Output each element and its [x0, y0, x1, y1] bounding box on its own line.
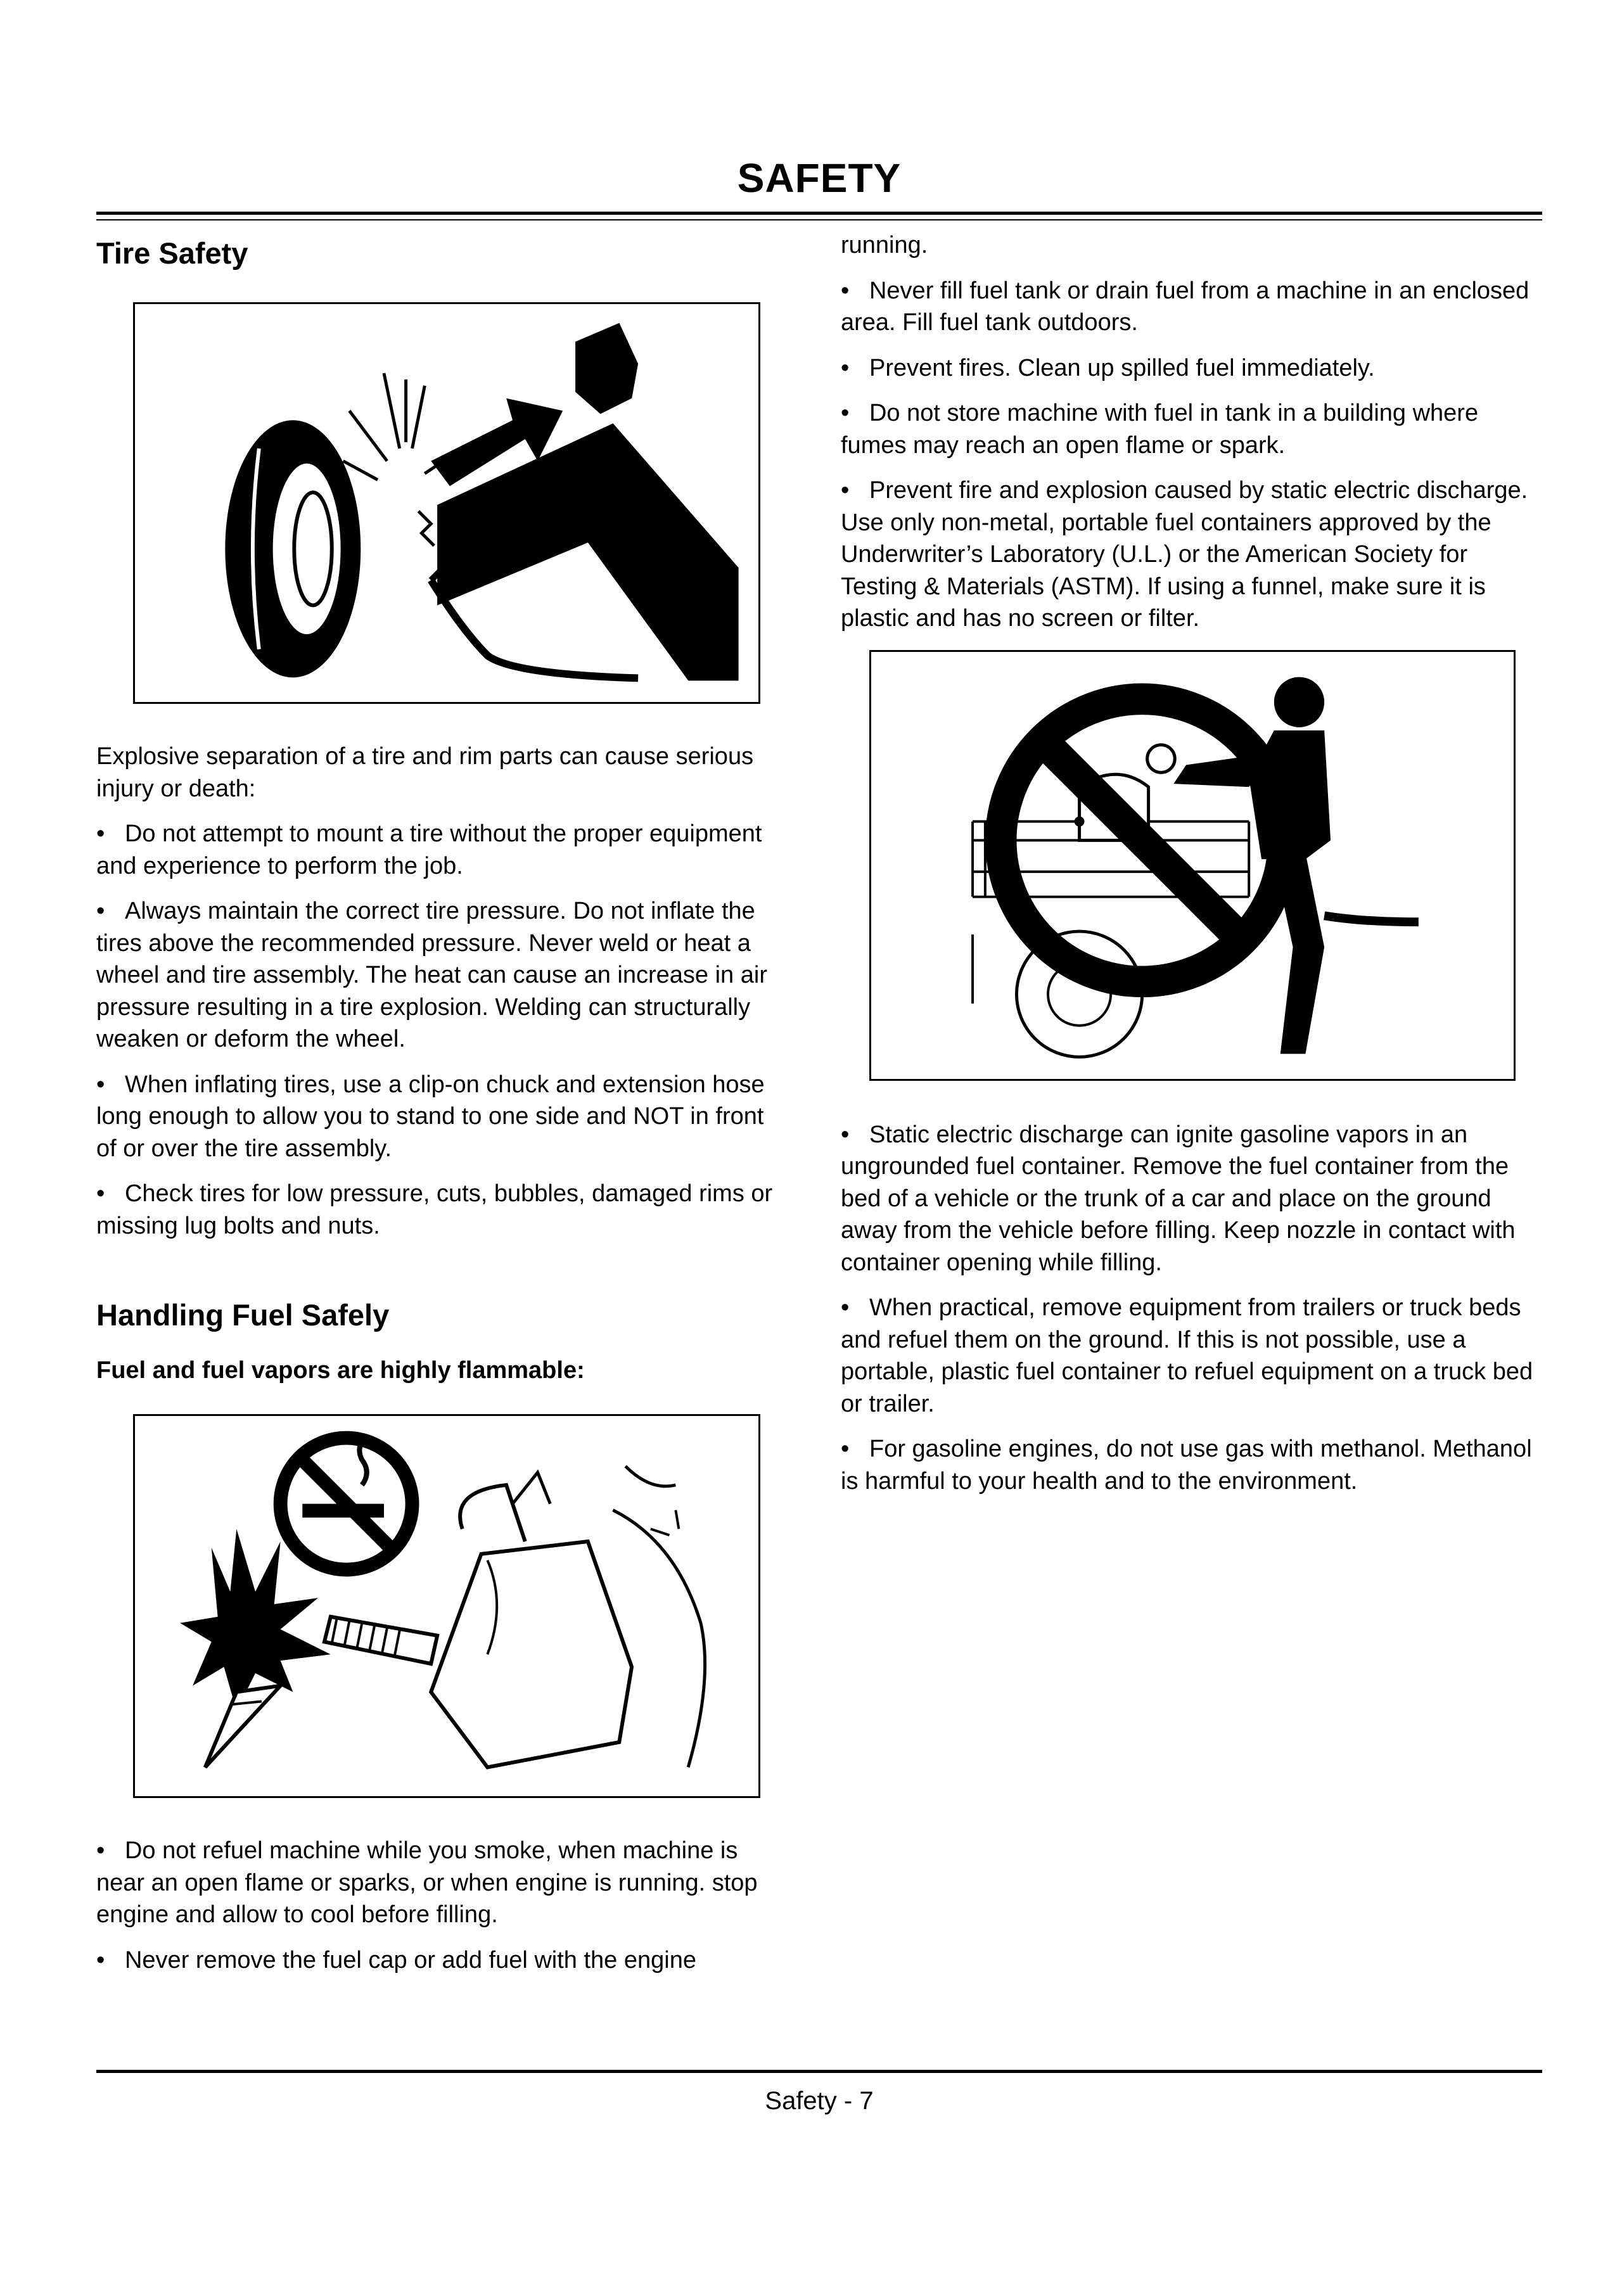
page-number: Safety - 7 — [765, 2087, 874, 2115]
tire-explosion-figure — [133, 302, 760, 704]
right-column — [841, 233, 1543, 1510]
tire-bullet-3: • When inflating tires, use a clip-on chuck and extension hose long enough to allow you to stand to one side and NOT in front of or over the tire assembly. — [96, 1071, 765, 1162]
fuel-bullet-7: • Static electric discharge can ignite gasoline vapors in an ungrounded fuel container. Remove the fuel container from the bed of a vehicle or the trunk of a car and place on the ground away from the vehicle before filling. Keep nozzle in contact with container opening while filling. — [841, 1121, 1516, 1276]
fuel-bullet-1: • Do not refuel machine while you smoke, when machine is near an open flame or sparks, or when engine is running. stop engine and allow to cool before filling. — [96, 1837, 758, 1928]
fuel-bullet-9: • For gasoline engines, do not use gas with methanol. Methanol is harmful to your health and to the environment. — [841, 1436, 1532, 1495]
header-rule-thick — [96, 212, 1542, 215]
fuel-bullet-2: • Never remove the fuel cap or add fuel with the engine — [96, 1946, 696, 1974]
handling-fuel-heading: Handling Fuel Safely — [96, 1298, 390, 1332]
tire-intro-text: Explosive separation of a tire and rim parts can cause serious injury or death: — [96, 743, 754, 802]
tire-explosion-illustration — [135, 304, 758, 702]
header-rule-thin — [96, 219, 1542, 220]
no-refuel-on-truck-bed-illustration — [871, 652, 1514, 1079]
left-column — [96, 233, 789, 1989]
fuel-bullet-3: • Never fill fuel tank or drain fuel from a machine in an enclosed area. Fill fuel tank outdoors. — [841, 277, 1529, 336]
page-title: SAFETY — [737, 155, 902, 201]
no-smoking-refuel-figure — [133, 1414, 760, 1798]
fuel-bullet-4: • Prevent fires. Clean up spilled fuel immediately. — [841, 354, 1375, 381]
fuel-bullet-6: • Prevent fire and explosion caused by static electric discharge. Use only non-metal, portable fuel containers approved by the Underwriter’s Laboratory (U.L.) or the American Society for Testing & Materials (ASTM). If using a funnel, make sure it is plastic and has no screen or filter. — [841, 477, 1528, 632]
tire-safety-heading: Tire Safety — [96, 236, 248, 270]
fuel-flammable-subhead: Fuel and fuel vapors are highly flammable: — [96, 1357, 585, 1384]
continued-text: running. — [841, 232, 928, 258]
page-header — [96, 152, 1542, 223]
no-refuel-truck-figure — [869, 650, 1516, 1081]
tire-bullet-1: • Do not attempt to mount a tire without the proper equipment and experience to perform the job. — [96, 820, 762, 879]
fuel-bullet-5: • Do not store machine with fuel in tank in a building where fumes may reach an open flame or spark. — [841, 400, 1479, 459]
tire-bullet-4: • Check tires for low pressure, cuts, bubbles, damaged rims or missing lug bolts and nuts. — [96, 1180, 773, 1239]
tire-bullet-2: • Always maintain the correct tire pressure. Do not inflate the tires above the recommended pressure. Never weld or heat a wheel and tire assembly. The heat can cause an increase in air pressure resulting in a tire explosion. Welding can structurally weaken or deform the wheel. — [96, 898, 767, 1052]
fuel-bullet-8: • When practical, remove equipment from trailers or truck beds and refuel them on the ground. If this is not possible, use a portable, plastic fuel container to refuel equipment on a truck bed or trailer. — [841, 1294, 1533, 1417]
no-smoking-refuel-illustration — [135, 1416, 758, 1796]
footer-rule — [96, 2070, 1542, 2073]
